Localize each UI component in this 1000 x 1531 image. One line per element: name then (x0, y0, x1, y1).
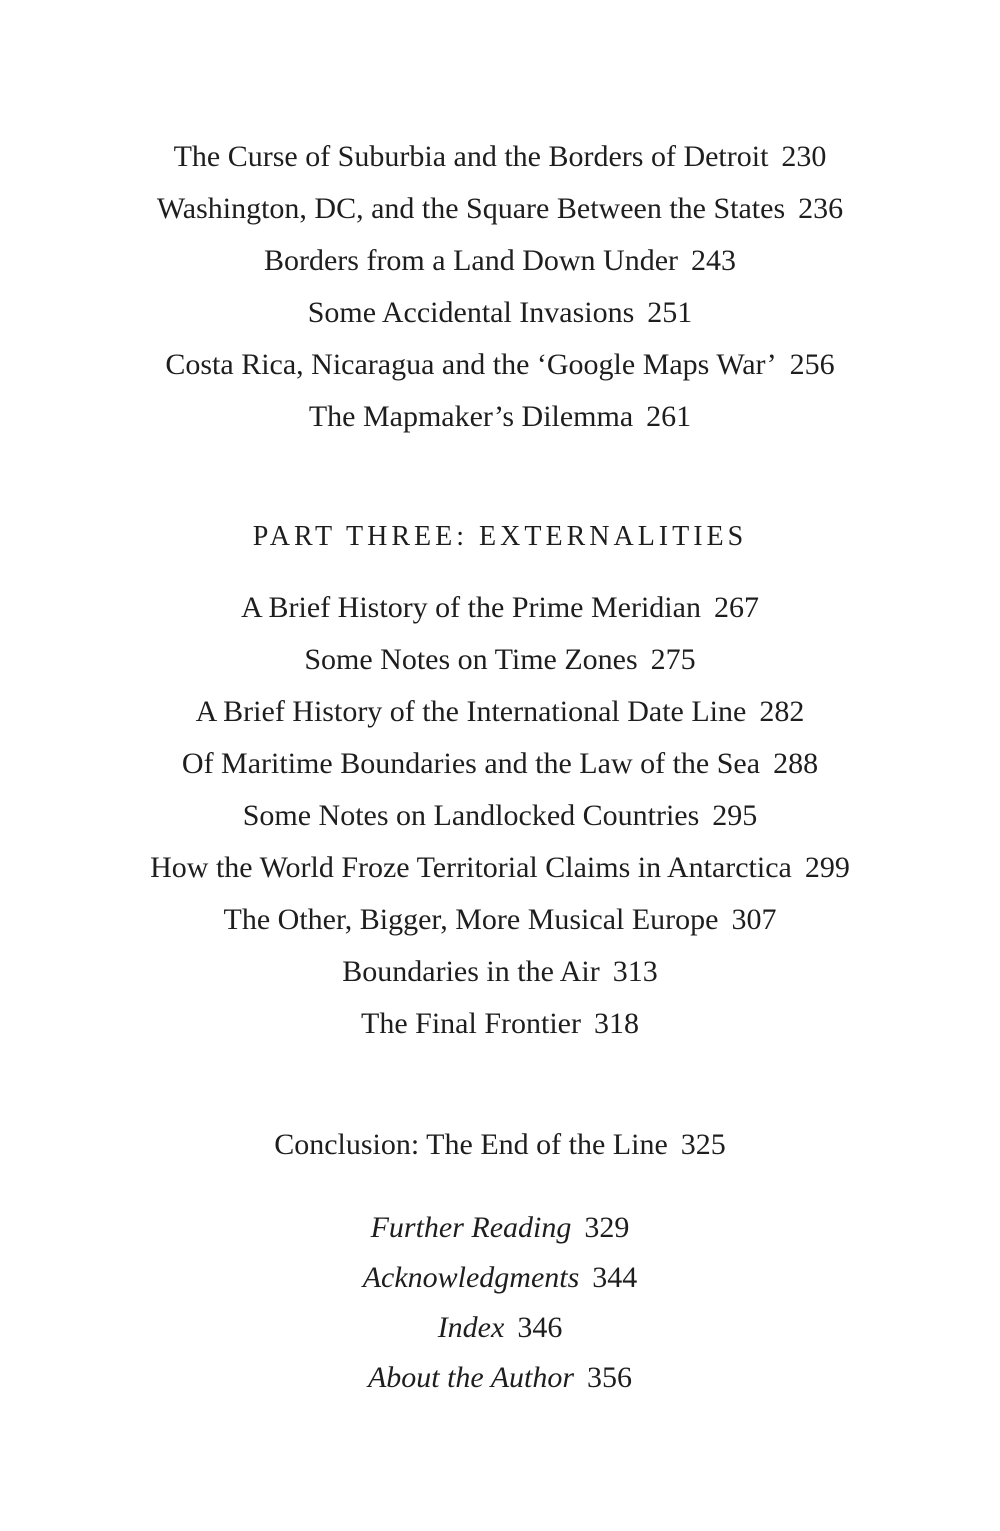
chapter-page-number: 243 (691, 244, 737, 277)
toc-entry (0, 634, 1000, 686)
chapter-page-number: 256 (789, 348, 835, 381)
chapter-page-number: 356 (587, 1361, 633, 1394)
toc-entry (0, 842, 1000, 894)
toc-entry (0, 131, 1000, 183)
chapter-page-number: 346 (517, 1311, 563, 1344)
toc-entry (0, 582, 1000, 634)
chapter-title: The Curse of Suburbia and the Borders of Detroit (173, 140, 769, 173)
toc-entry (0, 894, 1000, 946)
chapter-page-number: 282 (759, 695, 805, 728)
part-three-heading: PART THREE: EXTERNALITIES (252, 521, 748, 552)
toc-entry (0, 287, 1000, 339)
chapter-page-number: 236 (798, 192, 844, 225)
chapter-page-number: 295 (712, 799, 758, 832)
toc-entry (0, 1253, 1000, 1303)
chapter-title: Index (437, 1311, 505, 1344)
toc-entry (0, 738, 1000, 790)
chapter-page-number: 275 (650, 643, 696, 676)
chapter-title: Costa Rica, Nicaragua and the ‘Google Maps War’ (165, 348, 777, 381)
toc-entry (0, 235, 1000, 287)
chapter-title: How the World Froze Territorial Claims in Antarctica (150, 851, 792, 884)
chapter-title: Some Notes on Landlocked Countries (242, 799, 700, 832)
chapter-title: Further Reading (370, 1211, 572, 1244)
conclusion-section (0, 1119, 1000, 1171)
toc-entry (0, 183, 1000, 235)
end-matter-section (0, 1203, 1000, 1403)
chapter-page-number: 325 (680, 1128, 726, 1161)
chapter-page-number: 251 (647, 296, 693, 329)
chapter-page-number: 313 (612, 955, 658, 988)
chapter-title: Some Notes on Time Zones (304, 643, 638, 676)
chapter-title: Borders from a Land Down Under (263, 244, 679, 277)
chapter-title: Washington, DC, and the Square Between the States (156, 192, 786, 225)
chapter-title: Boundaries in the Air (342, 955, 600, 988)
chapter-title: Of Maritime Boundaries and the Law of the Sea (181, 747, 761, 780)
chapter-title: Acknowledgments (362, 1261, 580, 1294)
chapter-page-number: 318 (593, 1007, 639, 1040)
toc-entry (0, 946, 1000, 998)
chapter-title: A Brief History of the International Date Line (195, 695, 747, 728)
toc-entry (0, 686, 1000, 738)
toc-entry (0, 391, 1000, 443)
chapter-page-number: 299 (804, 851, 850, 884)
chapter-title: The Final Frontier (361, 1007, 581, 1040)
chapter-title: Conclusion: The End of the Line (274, 1128, 668, 1161)
toc-entry (0, 1353, 1000, 1403)
chapter-title: The Mapmaker’s Dilemma (308, 400, 634, 433)
toc-entry (0, 1119, 1000, 1171)
toc-entry (0, 1303, 1000, 1353)
chapter-title: The Other, Bigger, More Musical Europe (223, 903, 719, 936)
chapter-page-number: 307 (731, 903, 777, 936)
toc-entry (0, 998, 1000, 1050)
chapter-page-number: 230 (781, 140, 827, 173)
chapter-page-number: 344 (592, 1261, 638, 1294)
chapter-title: Some Accidental Invasions (307, 296, 635, 329)
chapter-page-number: 267 (713, 591, 759, 624)
chapter-page-number: 261 (646, 400, 692, 433)
chapter-page-number: 329 (584, 1211, 630, 1244)
toc-entry (0, 339, 1000, 391)
chapter-page-number: 288 (773, 747, 819, 780)
part-three-entries-section (0, 582, 1000, 1050)
toc-entry (0, 790, 1000, 842)
chapter-title: A Brief History of the Prime Meridian (241, 591, 701, 624)
part-two-entries-section (0, 131, 1000, 443)
toc-entry (0, 1203, 1000, 1253)
chapter-title: About the Author (367, 1361, 575, 1394)
